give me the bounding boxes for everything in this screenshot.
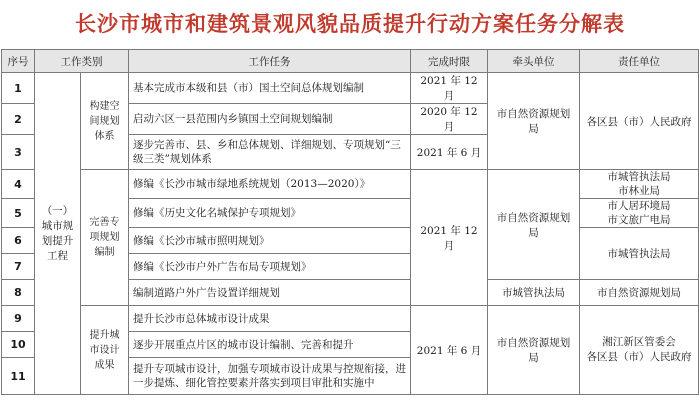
task-cell: 启动六区一县范围内乡镇国土空间规划编制 — [129, 104, 411, 135]
lead-unit-cell: 市自然资源规划局 — [488, 170, 580, 280]
lead-unit-cell: 市城管执法局 — [488, 280, 580, 306]
row-number: 5 — [2, 199, 35, 228]
responsible-unit-cell: 市城管执法局 — [580, 228, 699, 280]
row-number: 2 — [2, 104, 35, 135]
row-number: 3 — [2, 135, 35, 170]
table-row — [2, 73, 699, 104]
task-cell: 提升长沙市总体城市设计成果 — [129, 306, 411, 332]
responsible-unit-cell: 市自然资源规划局 — [580, 280, 699, 306]
deadline-cell: 2021 年 6 月 — [411, 306, 488, 395]
row-number: 10 — [2, 332, 35, 358]
subcategory: 完善专项规划编制 — [81, 170, 129, 306]
row-number: 11 — [2, 358, 35, 395]
category-main: （一）城市规划提升工程 — [35, 73, 81, 395]
row-number: 9 — [2, 306, 35, 332]
responsible-unit-cell: 市城管执法局 市林业局 — [580, 170, 699, 199]
page-title: 长沙市城市和建筑景观风貌品质提升行动方案任务分解表 — [75, 12, 625, 36]
deadline-cell: 2021 年 12 月 — [411, 170, 488, 306]
task-cell: 逐步开展重点片区的城市设计编制、完善和提升 — [129, 332, 411, 358]
lead-unit-cell: 市自然资源规划局 — [488, 73, 580, 170]
row-number: 1 — [2, 73, 35, 104]
task-table — [1, 49, 699, 395]
header-no: 序号 — [2, 50, 35, 73]
row-number: 8 — [2, 280, 35, 306]
task-cell: 逐步完善市、县、乡和总体规划、详细规划、专项规划“三级三类”规划体系 — [129, 135, 411, 170]
subcategory: 提升城市设计成果 — [81, 306, 129, 395]
header-category: 工作类别 — [35, 50, 129, 73]
row-number: 6 — [2, 228, 35, 254]
subcategory: 构建空间规划体系 — [81, 73, 129, 170]
header-task: 工作任务 — [129, 50, 411, 73]
header-responsible: 责任单位 — [580, 50, 699, 73]
task-cell: 修编《长沙市户外广告布局专项规划》 — [129, 254, 411, 280]
task-cell: 编制道路户外广告设置详细规划 — [129, 280, 411, 306]
deadline-cell: 2021 年 6 月 — [411, 135, 488, 170]
task-cell: 提升专项城市设计，加强专项城市设计成果与控规衔接，进一步提炼、细化管控要素并落实到项目审批和实施中 — [129, 358, 411, 395]
deadline-cell: 2021 年 12 月 — [411, 73, 488, 104]
table-row — [2, 170, 699, 199]
row-number: 4 — [2, 170, 35, 199]
responsible-unit-cell: 各区县（市）人民政府 — [580, 73, 699, 170]
header-deadline: 完成时限 — [411, 50, 488, 73]
table-row — [2, 306, 699, 332]
responsible-unit-cell: 湘江新区管委会 各区县（市）人民政府 — [580, 306, 699, 395]
responsible-unit-cell: 市人居环境局 市文旅广电局 — [580, 199, 699, 228]
header-row — [2, 50, 699, 73]
deadline-cell: 2020 年 12 月 — [411, 104, 488, 135]
task-cell: 修编《长沙市城市绿地系统规划（2013—2020）》 — [129, 170, 411, 199]
lead-unit-cell: 市自然资源规划局 — [488, 306, 580, 395]
task-cell: 基本完成市本级和县（市）国土空间总体规划编制 — [129, 73, 411, 104]
header-lead: 牵头单位 — [488, 50, 580, 73]
row-number: 7 — [2, 254, 35, 280]
task-cell: 修编《历史文化名城保护专项规划》 — [129, 199, 411, 228]
task-cell: 修编《长沙市城市照明规划》 — [129, 228, 411, 254]
